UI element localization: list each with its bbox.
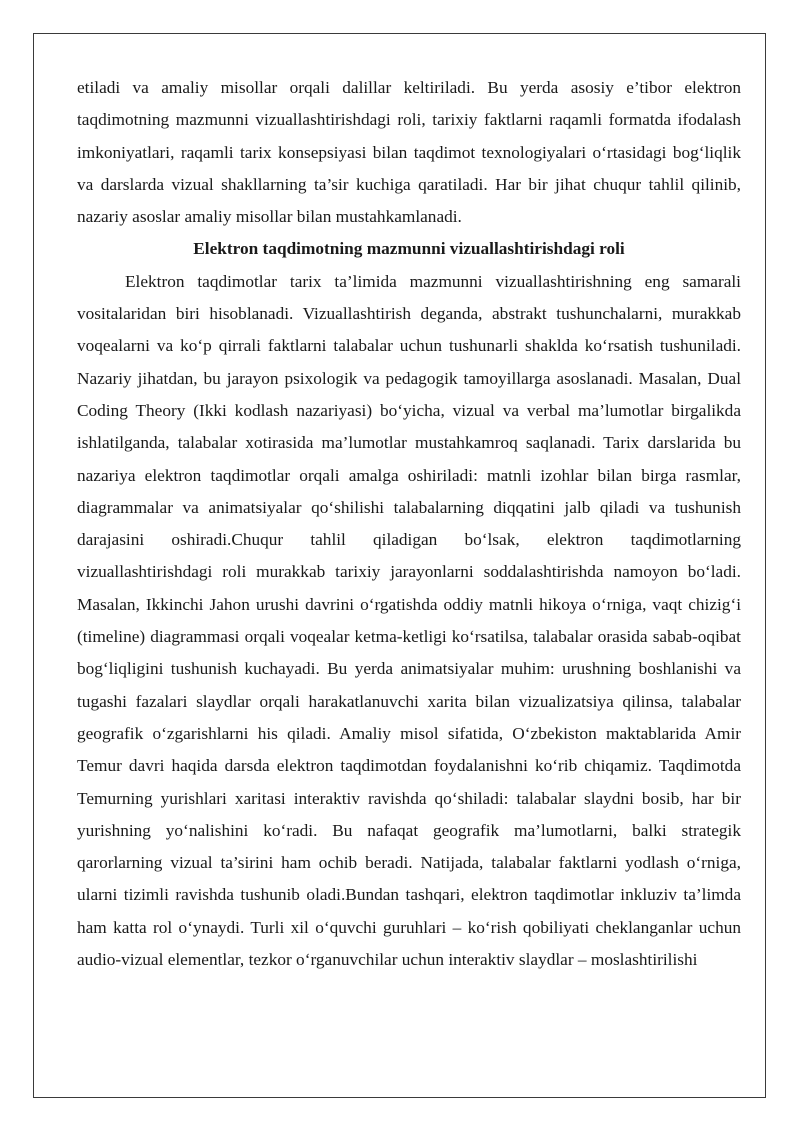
intro-paragraph: etiladi va amaliy misollar orqali dalillar keltiriladi. Bu yerda asosiy e’tibor elektron taqdimotning mazmunni vizuallashtirishdagi roli, tarixiy faktlarni raqamli formatda ifodalash imkoniyatlari, raqamli tarix konsepsiyasi bilan taqdimot texnologiyalari o‘rtasidagi bog‘liqlik va darslarda vizual shakllarning ta’sir kuchiga qaratiladi. Har bir jihat chuqur tahlil qilinib, nazariy asoslar amaliy misollar bilan mustahkamlanadi. [77, 78, 741, 227]
section-heading: Elektron taqdimotning mazmunni vizuallashtirishdagi roli [193, 239, 625, 259]
document-body [77, 72, 741, 976]
body-paragraph: Elektron taqdimotlar tarix ta’limida mazmunni vizuallashtirishning eng samarali vositalaridan biri hisoblanadi. Vizuallashtirish deganda, abstrakt tushunchalarni, murakkab voqealarni va ko‘p qirrali faktlarni talabalar uchun tushunarli shaklda ko‘rsatish tushuniladi. Nazariy jihatdan, bu jarayon psixologik va pedagogik tamoyillarga asoslanadi. Masalan, Dual Coding Theory (Ikki kodlash nazariyasi) bo‘yicha, vizual va verbal ma’lumotlar birgalikda ishlatilganda, talabalar xotirasida ma’lumotlar mustahkamroq saqlanadi. Tarix darslarida bu nazariya elektron taqdimotlar orqali amalga oshiriladi: matnli izohlar bilan birga rasmlar, diagrammalar va animatsiyalar qo‘shilishi talabalarning diqqatini jalb qiladi va tushunish darajasini oshiradi.Chuqur tahlil qiladigan bo‘lsak, elektron taqdimotlarning vizuallashtirishdagi roli murakkab tarixiy jarayonlarni soddalashtirishda namoyon bo‘ladi. Masalan, Ikkinchi Jahon urushi davrini o‘rgatishda oddiy matnli hikoya o‘rniga, vaqt chizig‘i (timeline) diagrammasi orqali voqealar ketma-ketligi ko‘rsatilsa, talabalar orasida sabab-oqibat bog‘liqligini tushunish kuchayadi. Bu yerda animatsiyalar muhim: urushning boshlanishi va tugashi fazalari slaydlar orqali harakatlanuvchi xarita bilan vizualizatsiya qilinsa, talabalar geografik o‘zgarishlarni his qiladi. Amaliy misol sifatida, O‘zbekiston maktablarida Amir Temur davri haqida darsda elektron taqdimotdan foydalanishni ko‘rib chiqamiz. Taqdimotda Temurning yurishlari xaritasi interaktiv ravishda qo‘shiladi: talabalar slaydni bosib, har bir yurishning yo‘nalishini ko‘radi. Bu nafaqat geografik ma’lumotlarni, balki strategik qarorlarning vizual ta’sirini ham ochib beradi. Natijada, talabalar faktlarni yodlash o‘rniga, ularni tizimli ravishda tushunib oladi.Bundan tashqari, elektron taqdimotlar inkluziv ta’limda ham katta rol o‘ynaydi. Turli xil o‘quvchi guruhlari – ko‘rish qobiliyati cheklanganlar uchun audio-vizual elementlar, tezkor o‘rganuvchilar uchun interaktiv slaydlar – moslashtirilishi [77, 271, 741, 970]
